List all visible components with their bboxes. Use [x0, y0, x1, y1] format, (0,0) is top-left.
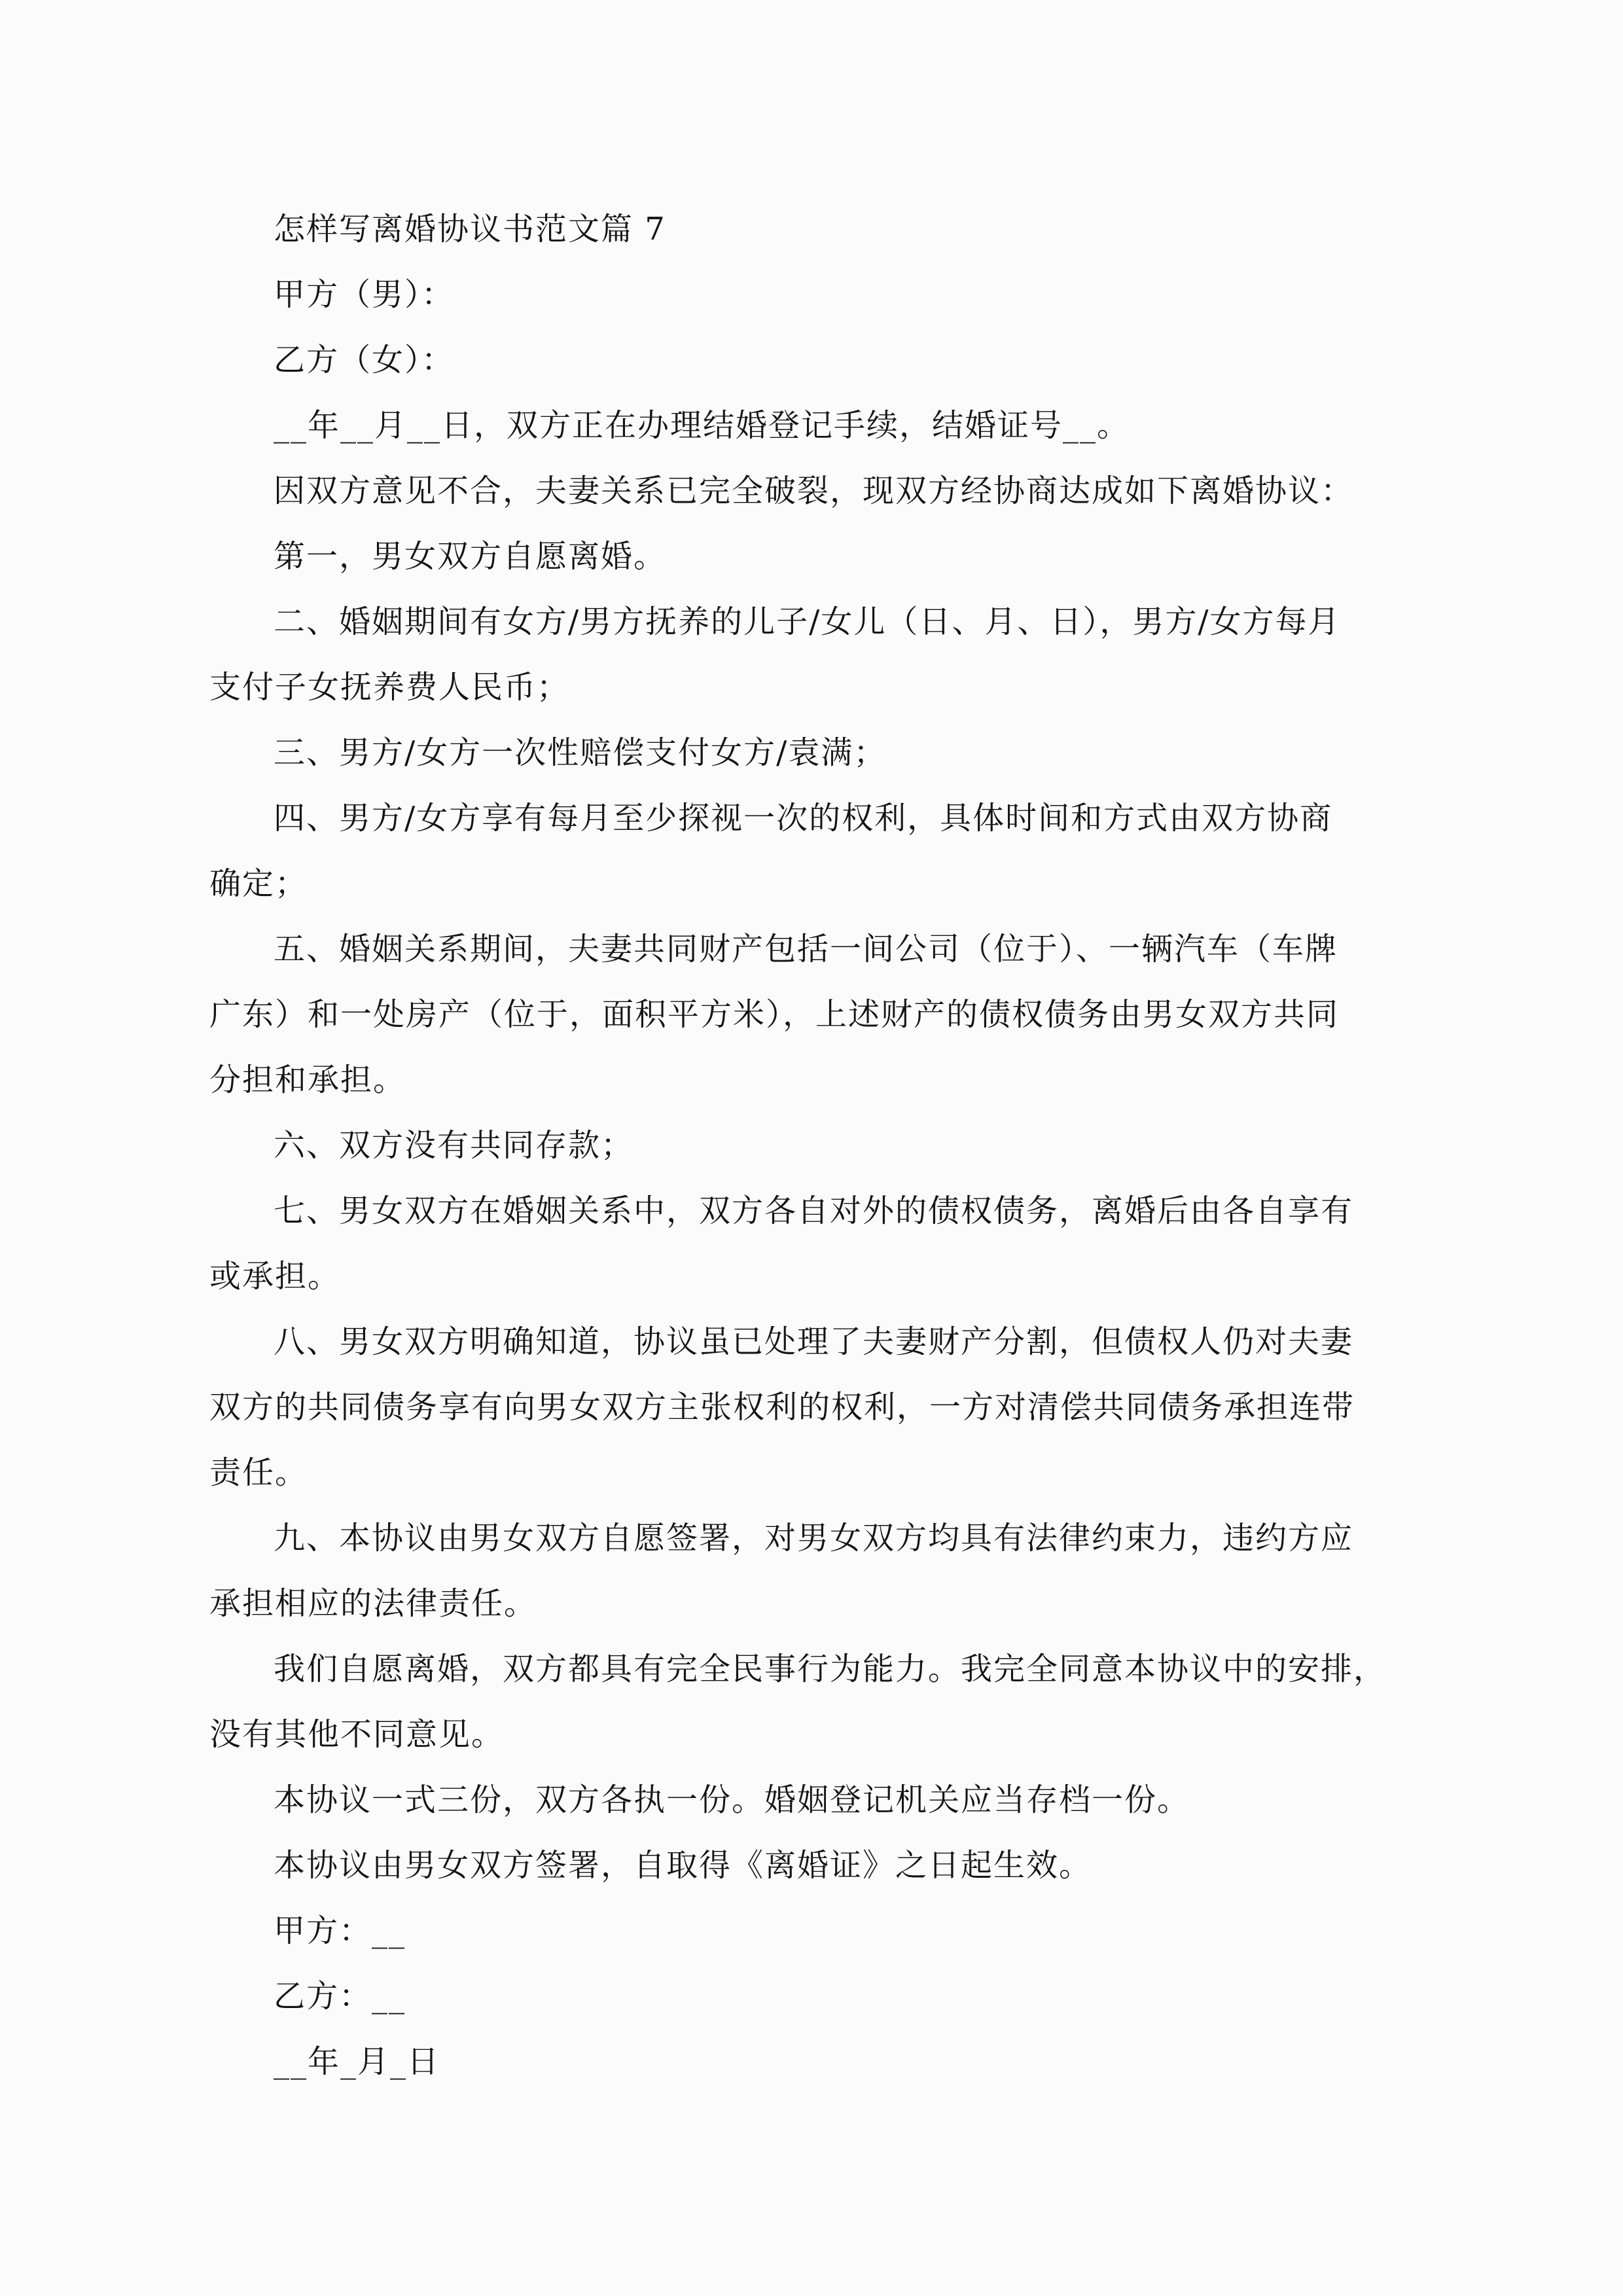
text-line: 分担和承担。	[209, 1062, 406, 1098]
text-line: 第一，男女双方自愿离婚。	[274, 538, 667, 575]
text-line: __年_月_日	[274, 2043, 440, 2080]
text-line: 四、男方/女方享有每月至少探视一次的权利，具体时间和方式由双方协商	[274, 800, 1333, 836]
text-line: 因双方意见不合，夫妻关系已完全破裂，现双方经协商达成如下离婚协议：	[274, 473, 1354, 509]
text-line: 没有其他不同意见。	[209, 1716, 505, 1753]
text-line: 甲方（男）：	[274, 276, 455, 313]
text-line: 广东）和一处房产（位于，面积平方米），上述财产的债权债务由男女双方共同	[209, 996, 1340, 1033]
text-line: 六、双方没有共同存款；	[274, 1127, 634, 1164]
text-line: 确定；	[209, 865, 308, 902]
text-line: 怎样写离婚协议书范文篇 7	[274, 211, 666, 247]
text-line: 本协议由男女双方签署，自取得《离婚证》之日起生效。	[274, 1847, 1092, 1884]
text-block	[209, 196, 1423, 2094]
text-line: 支付子女抚养费人民币；	[209, 669, 570, 706]
text-line: 九、本协议由男女双方自愿签署，对男女双方均具有法律约束力，违约方应	[274, 1520, 1354, 1556]
text-line: 乙方（女）：	[274, 342, 455, 378]
text-line: __年__月__日，双方正在办理结婚登记手续，结婚证号__。	[274, 407, 1130, 444]
text-line: 或承担。	[209, 1258, 341, 1295]
text-line: 七、男女双方在婚姻关系中，双方各自对外的债权债务，离婚后由各自享有	[274, 1193, 1354, 1229]
text-line: 双方的共同债务享有向男女双方主张权利的权利，一方对清偿共同债务承担连带	[209, 1389, 1355, 1426]
text-line: 承担相应的法律责任。	[209, 1585, 537, 1622]
text-line: 二、婚姻期间有女方/男方抚养的儿子/女儿（日、月、日），男方/女方每月	[274, 603, 1341, 640]
text-line: 五、婚姻关系期间，夫妻共同财产包括一间公司（位于）、一辆汽车（车牌	[274, 931, 1338, 967]
text-line: 我们自愿离婚，双方都具有完全民事行为能力。我完全同意本协议中的安排，	[274, 1651, 1387, 1687]
text-line: 本协议一式三份，双方各执一份。婚姻登记机关应当存档一份。	[274, 1782, 1190, 1818]
text-line: 三、男方/女方一次性赔偿支付女方/袁满；	[274, 734, 887, 771]
text-line: 责任。	[209, 1454, 308, 1491]
text-line: 八、男女双方明确知道，协议虽已处理了夫妻财产分割，但债权人仍对夫妻	[274, 1323, 1354, 1360]
text-line: 甲方：__	[274, 1912, 406, 1949]
text-line: 乙方：__	[274, 1978, 406, 2015]
